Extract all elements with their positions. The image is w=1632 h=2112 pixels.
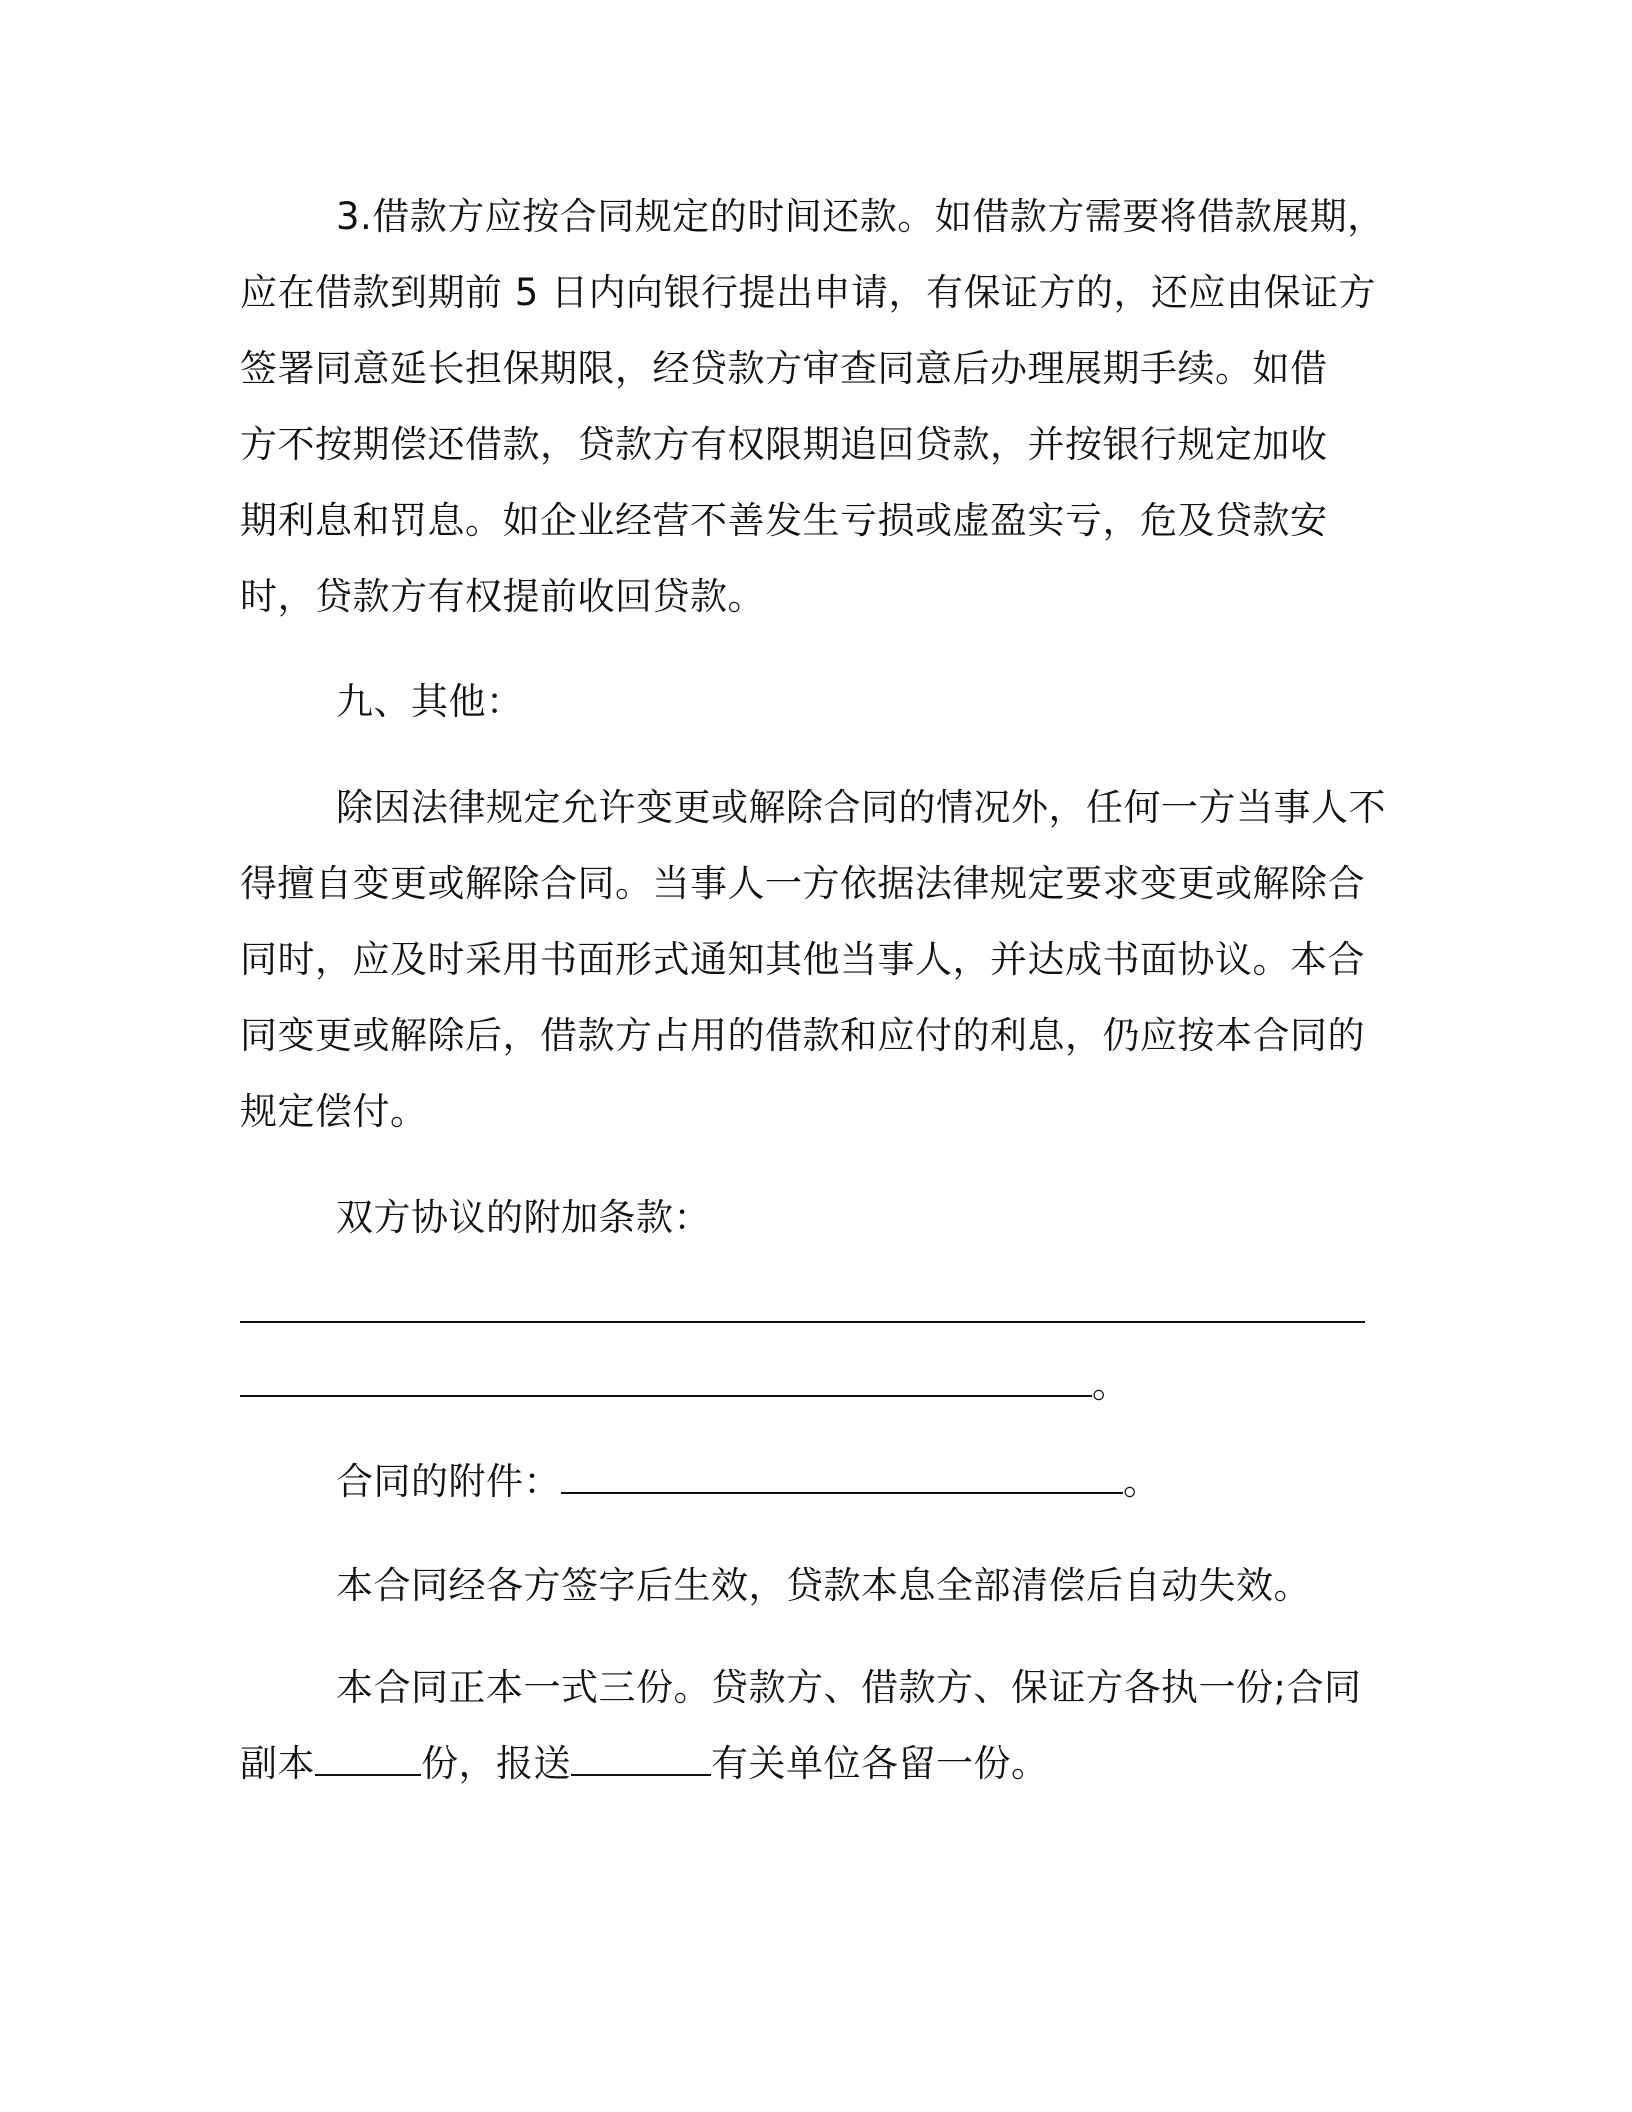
section-9-line-3: 同时，应及时采用书面形式通知其他当事人，并达成书面协议。本合 xyxy=(240,938,1365,981)
copies-line-2 xyxy=(240,1739,1390,1789)
clause-3-line-6: 时，贷款方有权提前收回贷款。 xyxy=(240,575,765,618)
clause-3-line-5: 期利息和罚息。如企业经营不善发生亏损或虚盈实亏，危及贷款安 xyxy=(240,499,1328,542)
clause-3-line-3: 签署同意延长担保期限，经贷款方审查同意后办理展期手续。如借 xyxy=(240,347,1328,390)
section-9-heading: 九、其他： xyxy=(336,680,524,723)
copies-line-1: 本合同正本一式三份。贷款方、借款方、保证方各执一份;合同 xyxy=(336,1666,1362,1709)
section-9-line-5: 规定偿付。 xyxy=(240,1090,428,1133)
copies-text-1: 副本 xyxy=(240,1742,315,1785)
additional-terms-blank-2 xyxy=(240,1360,1390,1410)
attachments-line xyxy=(336,1457,1486,1507)
clause-3-line-1: 3.借款方应按合同规定的时间还款。如借款方需要将借款展期， xyxy=(336,195,1385,238)
fill-in-line xyxy=(315,1744,421,1776)
attachments-period: 。 xyxy=(1123,1460,1161,1503)
clause-3-line-4: 方不按期偿还借款，贷款方有权限期追回贷款，并按银行规定加收 xyxy=(240,423,1328,466)
fill-in-line xyxy=(571,1744,711,1776)
additional-terms-period: 。 xyxy=(1092,1363,1130,1406)
section-9-line-4: 同变更或解除后，借款方占用的借款和应付的利息，仍应按本合同的 xyxy=(240,1014,1365,1057)
clause-3-line-2: 应在借款到期前 5 日内向银行提出申请，有保证方的，还应由保证方 xyxy=(240,271,1377,314)
attachments-label: 合同的附件： xyxy=(336,1460,561,1503)
copies-text-2: 份，报送 xyxy=(421,1742,571,1785)
section-9-line-1: 除因法律规定允许变更或解除合同的情况外，任何一方当事人不 xyxy=(336,786,1386,829)
fill-in-line xyxy=(240,1291,1365,1323)
additional-terms-blank-1 xyxy=(240,1286,1390,1336)
effective-clause: 本合同经各方签字后生效，贷款本息全部清偿后自动失效。 xyxy=(336,1564,1311,1607)
additional-terms-label: 双方协议的附加条款： xyxy=(336,1196,711,1239)
fill-in-line xyxy=(561,1462,1123,1494)
section-9-line-2: 得擅自变更或解除合同。当事人一方依据法律规定要求变更或解除合 xyxy=(240,862,1365,905)
fill-in-line xyxy=(240,1365,1092,1397)
copies-text-3: 有关单位各留一份。 xyxy=(711,1742,1049,1785)
